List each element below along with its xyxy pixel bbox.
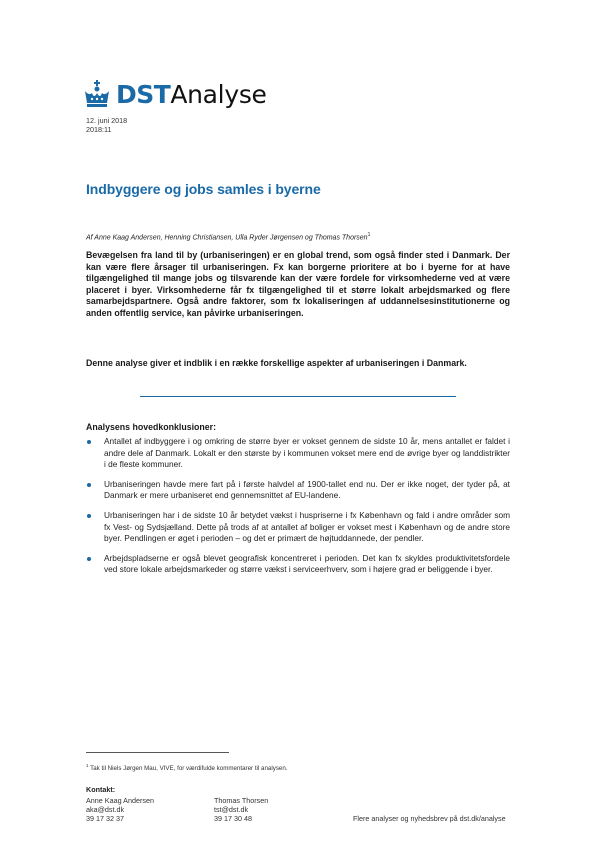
- contact-name: Anne Kaag Andersen: [86, 796, 154, 805]
- contact-person: [214, 796, 268, 824]
- contact-phone: 39 17 30 48: [214, 814, 252, 824]
- list-item-text: Antallet af indbyggere i og omkring de større byer er vokset gennem de sidste 10 år, mens antallet er faldet i andre dele af Danmark. Lokalt er den største by i kommunen vokset mere end de øvrige byer og landdistrikter i de fleste kommuner.: [104, 436, 510, 470]
- contact-phone: 39 17 32 37: [86, 814, 124, 824]
- dst-analyse-logo: [82, 78, 267, 110]
- bullet-icon: [87, 514, 91, 518]
- publication-date: 12. juni 2018: [86, 116, 128, 125]
- list-item-text: Urbaniseringen havde mere fart på i første halvdel af 1900-tallet end nu. Der er ikke noget, der tyder på, at Danmark er mere urbaniseret end gennemsnittet af EU-landene.: [104, 478, 510, 501]
- bullet-icon: [87, 440, 91, 444]
- list-item: [86, 436, 510, 471]
- list-item: [86, 510, 510, 545]
- lead-paragraph: Bevægelsen fra land til by (urbaniseringen) er en global trend, som også finder sted i Danmark. Der kan være flere årsager til urbaniseringen. Fx kan borgerne prioritere at bo i byerne for at have tilgængelighed til mange jobs og tilsvarende kan der være fordele for virksomhederne ved at være placeret i byer. Virksomhederne får fx tilgængelighed til et større lokalt arbejdsmarked og flere samarbejdspartnere. Også andre faktorer, som fx lokaliseringen af uddannelsesinstitutionerne og anden offentlig service, kan påvirke urbaniseringen.: [86, 250, 510, 318]
- list-item: [86, 479, 510, 502]
- contact-heading: Kontakt:: [86, 785, 116, 794]
- publication-number: 2018:11: [86, 125, 112, 134]
- authors-footnote-mark: 1: [367, 232, 371, 238]
- publication-meta: [86, 116, 127, 134]
- authors: [86, 232, 370, 241]
- conclusions-heading: Analysens hovedkonklusioner:: [86, 422, 217, 432]
- contact-person: [86, 796, 154, 824]
- lead-paragraph-2: Denne analyse giver et indblik i en række forskellige aspekter af urbaniseringen i Danmark.: [86, 358, 467, 368]
- footnote-mark: 1: [86, 763, 89, 768]
- footnote-text: Tak til Niels Jørgen Mau, VIVE, for værdifulde kommentarer til analysen.: [90, 765, 288, 773]
- authors-text: Af Anne Kaag Andersen, Henning Christiansen, Ulla Ryder Jørgensen og Thomas Thorsen: [86, 234, 368, 242]
- conclusions-list: [86, 436, 510, 584]
- section-divider: [140, 396, 456, 397]
- logo-dst: DST: [116, 79, 171, 109]
- logo-analyse: Analyse: [170, 79, 267, 109]
- list-item-text: Urbaniseringen har i de sidste 10 år betydet vækst i huspriserne i fx København og fald i andre områder som fx Vest- og Sydsjælland. Dette på trods af at antallet af boliger er vokset mest i København og de andre store byer. Pendlingen er øget i perioden – og det er primært de højtuddannede, der pendler.: [104, 509, 510, 544]
- crown-icon: [82, 79, 112, 109]
- footnote-divider: [86, 752, 229, 753]
- contact-name: Thomas Thorsen: [214, 796, 269, 805]
- contact-email[interactable]: tst@dst.dk: [214, 805, 249, 815]
- contact-email[interactable]: aka@dst.dk: [86, 805, 125, 815]
- bullet-icon: [87, 483, 91, 487]
- list-item: [86, 553, 510, 576]
- page-title: Indbyggere og jobs samles i byerne: [86, 181, 321, 197]
- more-analyses-link[interactable]: Flere analyser og nyhedsbrev på dst.dk/analyse: [353, 814, 506, 823]
- list-item-text: Arbejdspladserne er også blevet geografisk koncentreret i perioden. Det kan fx skyldes produktivitetsfordele ved store lokale arbejdsmarkeder og større vækst i serviceerhverv, som i højere grad er beliggende i byer.: [104, 552, 510, 575]
- footnote: [86, 763, 288, 772]
- bullet-icon: [87, 557, 91, 561]
